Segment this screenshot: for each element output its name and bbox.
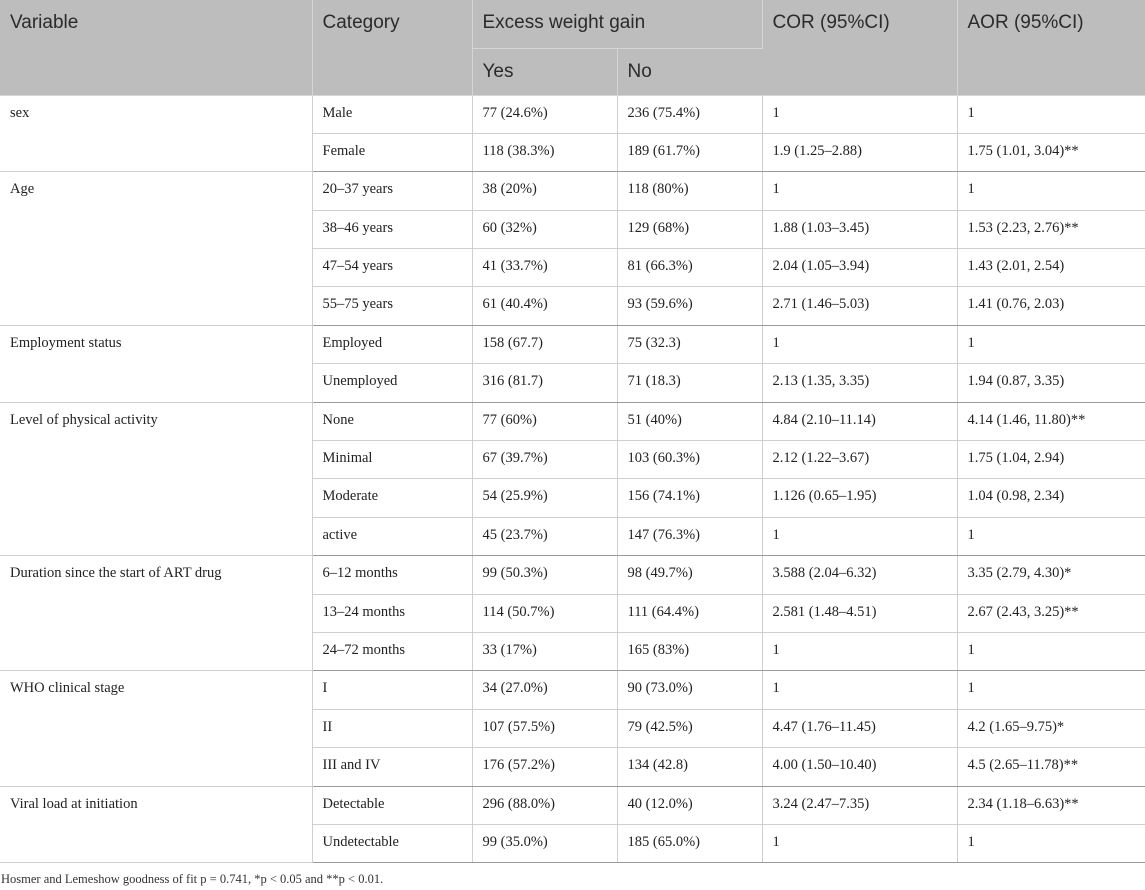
cor-cell: 1.9 (1.25–2.88) bbox=[762, 133, 957, 171]
aor-cell: 2.34 (1.18–6.63)** bbox=[957, 786, 1145, 824]
category-cell: 24–72 months bbox=[312, 632, 472, 670]
category-cell: Minimal bbox=[312, 441, 472, 479]
no-cell: 156 (74.1%) bbox=[617, 479, 762, 517]
category-cell: 55–75 years bbox=[312, 287, 472, 325]
no-cell: 81 (66.3%) bbox=[617, 249, 762, 287]
variable-cell: Viral load at initiation bbox=[0, 786, 312, 863]
variable-cell: Level of physical activity bbox=[0, 402, 312, 556]
aor-cell: 1 bbox=[957, 325, 1145, 363]
category-cell: 13–24 months bbox=[312, 594, 472, 632]
cor-cell: 1 bbox=[762, 671, 957, 709]
category-cell: Female bbox=[312, 133, 472, 171]
aor-cell: 1 bbox=[957, 824, 1145, 862]
header-yes: Yes bbox=[472, 48, 617, 95]
yes-cell: 77 (60%) bbox=[472, 402, 617, 440]
header-category: Category bbox=[312, 0, 472, 95]
category-cell: Undetectable bbox=[312, 824, 472, 862]
no-cell: 147 (76.3%) bbox=[617, 517, 762, 555]
category-cell: II bbox=[312, 709, 472, 747]
table-row bbox=[0, 402, 1145, 440]
table-row bbox=[0, 95, 1145, 133]
cor-cell: 3.24 (2.47–7.35) bbox=[762, 786, 957, 824]
yes-cell: 158 (67.7) bbox=[472, 325, 617, 363]
header-variable: Variable bbox=[0, 0, 312, 95]
cor-cell: 1.126 (0.65–1.95) bbox=[762, 479, 957, 517]
aor-cell: 1.43 (2.01, 2.54) bbox=[957, 249, 1145, 287]
category-cell: 20–37 years bbox=[312, 172, 472, 210]
no-cell: 189 (61.7%) bbox=[617, 133, 762, 171]
aor-cell: 4.14 (1.46, 11.80)** bbox=[957, 402, 1145, 440]
aor-cell: 1.94 (0.87, 3.35) bbox=[957, 364, 1145, 402]
table-row bbox=[0, 671, 1145, 709]
no-cell: 93 (59.6%) bbox=[617, 287, 762, 325]
yes-cell: 41 (33.7%) bbox=[472, 249, 617, 287]
cor-cell: 1 bbox=[762, 95, 957, 133]
category-cell: 6–12 months bbox=[312, 556, 472, 594]
cor-cell: 2.04 (1.05–3.94) bbox=[762, 249, 957, 287]
no-cell: 129 (68%) bbox=[617, 210, 762, 248]
no-cell: 118 (80%) bbox=[617, 172, 762, 210]
cor-cell: 1 bbox=[762, 632, 957, 670]
no-cell: 71 (18.3) bbox=[617, 364, 762, 402]
cor-cell: 4.84 (2.10–11.14) bbox=[762, 402, 957, 440]
aor-cell: 1.53 (2.23, 2.76)** bbox=[957, 210, 1145, 248]
yes-cell: 114 (50.7%) bbox=[472, 594, 617, 632]
table-row bbox=[0, 786, 1145, 824]
header-cor: COR (95%CI) bbox=[762, 0, 957, 95]
aor-cell: 1 bbox=[957, 95, 1145, 133]
table-header bbox=[0, 0, 1145, 95]
aor-cell: 4.2 (1.65–9.75)* bbox=[957, 709, 1145, 747]
yes-cell: 107 (57.5%) bbox=[472, 709, 617, 747]
table-body bbox=[0, 95, 1145, 863]
yes-cell: 60 (32%) bbox=[472, 210, 617, 248]
category-cell: Male bbox=[312, 95, 472, 133]
yes-cell: 38 (20%) bbox=[472, 172, 617, 210]
aor-cell: 1 bbox=[957, 172, 1145, 210]
yes-cell: 77 (24.6%) bbox=[472, 95, 617, 133]
table-row bbox=[0, 325, 1145, 363]
aor-cell: 3.35 (2.79, 4.30)* bbox=[957, 556, 1145, 594]
cor-cell: 4.47 (1.76–11.45) bbox=[762, 709, 957, 747]
category-cell: I bbox=[312, 671, 472, 709]
no-cell: 79 (42.5%) bbox=[617, 709, 762, 747]
yes-cell: 99 (35.0%) bbox=[472, 824, 617, 862]
table-footnote: Hosmer and Lemeshow goodness of fit p = 0.741, *p < 0.05 and **p < 0.01. bbox=[1, 872, 384, 886]
aor-cell: 1.04 (0.98, 2.34) bbox=[957, 479, 1145, 517]
category-cell: III and IV bbox=[312, 748, 472, 786]
no-cell: 51 (40%) bbox=[617, 402, 762, 440]
no-cell: 134 (42.8) bbox=[617, 748, 762, 786]
no-cell: 75 (32.3) bbox=[617, 325, 762, 363]
category-cell: 47–54 years bbox=[312, 249, 472, 287]
cor-cell: 2.71 (1.46–5.03) bbox=[762, 287, 957, 325]
header-aor: AOR (95%CI) bbox=[957, 0, 1145, 95]
category-cell: Detectable bbox=[312, 786, 472, 824]
category-cell: Unemployed bbox=[312, 364, 472, 402]
yes-cell: 67 (39.7%) bbox=[472, 441, 617, 479]
aor-cell: 4.5 (2.65–11.78)** bbox=[957, 748, 1145, 786]
cor-cell: 1 bbox=[762, 824, 957, 862]
aor-cell: 1 bbox=[957, 517, 1145, 555]
cor-cell: 1 bbox=[762, 172, 957, 210]
yes-cell: 33 (17%) bbox=[472, 632, 617, 670]
yes-cell: 176 (57.2%) bbox=[472, 748, 617, 786]
table-row bbox=[0, 556, 1145, 594]
cor-cell: 4.00 (1.50–10.40) bbox=[762, 748, 957, 786]
yes-cell: 45 (23.7%) bbox=[472, 517, 617, 555]
category-cell: Employed bbox=[312, 325, 472, 363]
cor-cell: 2.13 (1.35, 3.35) bbox=[762, 364, 957, 402]
variable-cell: Duration since the start of ART drug bbox=[0, 556, 312, 671]
yes-cell: 296 (88.0%) bbox=[472, 786, 617, 824]
no-cell: 185 (65.0%) bbox=[617, 824, 762, 862]
cor-cell: 1.88 (1.03–3.45) bbox=[762, 210, 957, 248]
category-cell: active bbox=[312, 517, 472, 555]
cor-cell: 2.12 (1.22–3.67) bbox=[762, 441, 957, 479]
no-cell: 98 (49.7%) bbox=[617, 556, 762, 594]
yes-cell: 61 (40.4%) bbox=[472, 287, 617, 325]
yes-cell: 34 (27.0%) bbox=[472, 671, 617, 709]
yes-cell: 118 (38.3%) bbox=[472, 133, 617, 171]
no-cell: 236 (75.4%) bbox=[617, 95, 762, 133]
category-cell: None bbox=[312, 402, 472, 440]
variable-cell: Age bbox=[0, 172, 312, 326]
aor-cell: 2.67 (2.43, 3.25)** bbox=[957, 594, 1145, 632]
yes-cell: 316 (81.7) bbox=[472, 364, 617, 402]
cor-cell: 3.588 (2.04–6.32) bbox=[762, 556, 957, 594]
no-cell: 111 (64.4%) bbox=[617, 594, 762, 632]
aor-cell: 1.75 (1.01, 3.04)** bbox=[957, 133, 1145, 171]
no-cell: 40 (12.0%) bbox=[617, 786, 762, 824]
header-excess-weight-gain: Excess weight gain bbox=[472, 0, 762, 48]
cor-cell: 1 bbox=[762, 517, 957, 555]
category-cell: Moderate bbox=[312, 479, 472, 517]
yes-cell: 99 (50.3%) bbox=[472, 556, 617, 594]
cor-cell: 1 bbox=[762, 325, 957, 363]
no-cell: 165 (83%) bbox=[617, 632, 762, 670]
variable-cell: WHO clinical stage bbox=[0, 671, 312, 786]
category-cell: 38–46 years bbox=[312, 210, 472, 248]
aor-cell: 1.41 (0.76, 2.03) bbox=[957, 287, 1145, 325]
header-no: No bbox=[617, 48, 762, 95]
cor-cell: 2.581 (1.48–4.51) bbox=[762, 594, 957, 632]
variable-cell: sex bbox=[0, 95, 312, 172]
aor-cell: 1.75 (1.04, 2.94) bbox=[957, 441, 1145, 479]
no-cell: 90 (73.0%) bbox=[617, 671, 762, 709]
aor-cell: 1 bbox=[957, 632, 1145, 670]
variable-cell: Employment status bbox=[0, 325, 312, 402]
yes-cell: 54 (25.9%) bbox=[472, 479, 617, 517]
table-row bbox=[0, 172, 1145, 210]
aor-cell: 1 bbox=[957, 671, 1145, 709]
no-cell: 103 (60.3%) bbox=[617, 441, 762, 479]
